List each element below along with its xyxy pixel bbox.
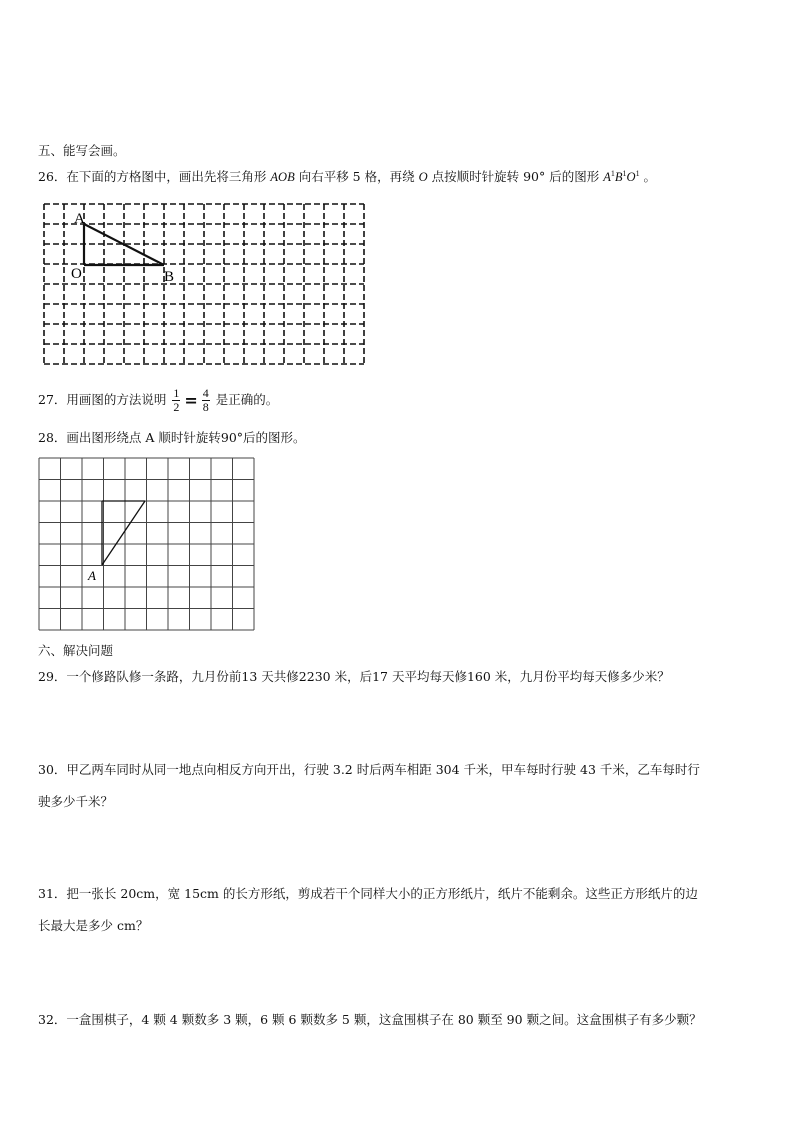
q26-text-mid2: 点按顺时针旋转	[431, 169, 520, 184]
q26-point: O	[418, 170, 428, 184]
q26-shape: AOB	[270, 170, 295, 184]
q26-label-a: A	[74, 211, 85, 227]
q27-text-post: 是正确的。	[215, 392, 279, 407]
question-28: 28．画出图形绕点 A 顺时针旋转90°后的图形。	[38, 430, 306, 445]
question-30-line-2: 驶多少千米？	[38, 794, 114, 809]
q27-frac1-num: 1	[173, 386, 180, 400]
q26-text-pre: 26．在下面的方格图中，画出先将三角形	[38, 169, 267, 184]
q26-result-sup-b: 1	[622, 168, 627, 178]
q26-result-sup-o: 1	[635, 168, 640, 178]
q26-text-end: 。	[643, 169, 657, 184]
q27-fraction-1	[172, 387, 180, 414]
q26-result-sup-a: 1	[610, 168, 615, 178]
q27-text-pre: 27．用画图的方法说明	[38, 392, 167, 407]
q27-frac2-den: 8	[202, 400, 209, 414]
q26-result-b: B	[614, 170, 623, 184]
q27-fraction-2	[202, 387, 210, 414]
q26-dashed-grid	[40, 202, 382, 366]
q26-text-mid1: 向右平移 5 格，再绕	[298, 169, 415, 184]
q27-equals: =	[184, 391, 198, 410]
question-29: 29．一个修路队修一条路，九月份前13 天共修2230 米，后17 天平均每天修160 米，九月份平均每天修多少米？	[38, 669, 670, 684]
question-30-line-1: 30．甲乙两车同时从同一地点向相反方向开出，行驶 3.2 时后两车相距 304 千米，甲车每时行驶 43 千米，乙车每时行	[38, 762, 700, 777]
q26-result-o: O	[626, 170, 636, 184]
q28-square-grid	[38, 457, 256, 631]
q28-shape-diagonal	[102, 501, 145, 565]
q28-label-a: A	[88, 568, 96, 583]
question-31-line-1: 31．把一张长 20cm，宽 15cm 的长方形纸，剪成若干个同样大小的正方形纸片，纸片不能剩余。这些正方形纸片的边	[38, 886, 698, 901]
q27-frac2-num: 4	[202, 386, 209, 400]
section-6-title: 六、解决问题	[38, 643, 114, 658]
question-27	[38, 387, 278, 414]
q27-frac1-den: 2	[173, 400, 180, 414]
section-5-title: 五、能写会画。	[38, 143, 126, 158]
q26-result-a: A	[603, 170, 611, 184]
question-32: 32．一盒围棋子，4 颗 4 颗数多 3 颗，6 颗 6 颗数多 5 颗，这盒围棋子在 80 颗至 90 颗之间。这盒围棋子有多少颗？	[38, 1012, 702, 1027]
q26-label-b: B	[164, 269, 175, 285]
q26-angle: 90°	[523, 169, 546, 184]
q26-label-o: O	[71, 266, 82, 282]
question-31-line-2: 长最大是多少 cm？	[38, 918, 149, 933]
q26-text-mid3: 后的图形	[549, 169, 600, 184]
question-26	[38, 167, 656, 185]
